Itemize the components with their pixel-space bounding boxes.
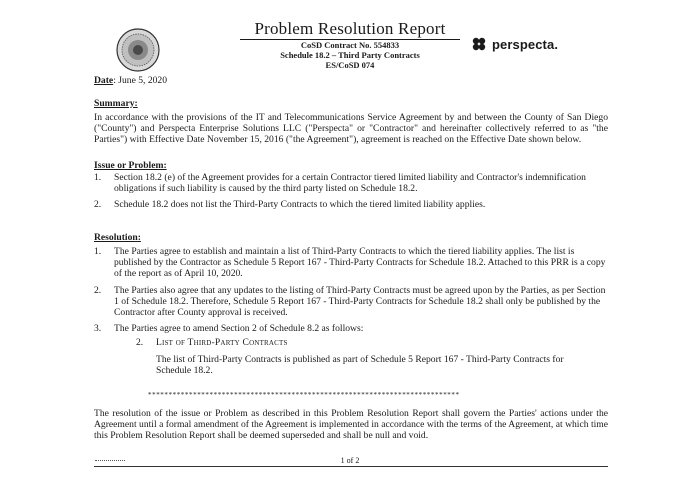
footer-divider [94, 466, 608, 467]
list-text: The Parties agree to establish and maintain a list of Third-Party Contracts to which the tiered liability applies. The list is published by the Contractor as Schedule 5 Report 167 - Third-Party Contracts for Schedule 18.2. Attached to this PRR is a copy of the report as of April 10, 2020. [114, 246, 606, 280]
list-item [94, 323, 608, 334]
resolution-list [94, 246, 608, 339]
section-number: 2. [136, 337, 144, 348]
list-number: 1. [94, 246, 102, 257]
list-text: Section 18.2 (e) of the Agreement provides for a certain Contractor tiered limited liability and Contractor's indemnification obligations if such liability is caused by the third party listed on Schedule 18.2. [114, 172, 586, 195]
issue-heading: Issue or Problem: [94, 160, 167, 171]
perspecta-mark-icon [470, 35, 488, 53]
list-item [94, 285, 608, 319]
resolution-heading: Resolution: [94, 232, 141, 243]
separator-line: **************************************************************************** [148, 391, 460, 399]
closing-paragraph: The resolution of the issue or Problem as described in this Problem Resolution Report shall govern the Parties' actions under the Agreement until a formal amendment of the Agreement is implemented in accordance with the terms of the Agreement, at which time this Problem Resolution Report shall be deemed superseded and shall be null and void. [94, 408, 608, 442]
issue-list [94, 172, 608, 216]
list-text: Schedule 18.2 does not list the Third-Party Contracts to which the tiered limited liability applies. [114, 199, 486, 211]
contract-number: CoSD Contract No. 554833 [300, 40, 400, 50]
reference-number: ES/CoSD 074 [325, 60, 375, 70]
summary-heading: Summary: [94, 98, 138, 109]
logo-text: perspecta. [492, 36, 559, 52]
list-item [94, 246, 608, 280]
list-number: 1. [94, 172, 102, 183]
list-number: 3. [94, 323, 102, 335]
page-number: 1 of 2 [340, 456, 360, 465]
list-number: 2. [94, 284, 102, 296]
date-line [94, 75, 167, 86]
schedule-title: Schedule 18.2 – Third Party Contracts [280, 50, 420, 60]
section-text: The list of Third-Party Contracts is published as part of Schedule 5 Report 167 - Third-Party Contracts for Schedule 18.2. [156, 354, 564, 377]
list-item [94, 199, 608, 210]
date-label: Date [94, 75, 114, 86]
list-text: The Parties also agree that any updates to the listing of Third-Party Contracts must be agreed upon by the Parties, as per Section 1 of Schedule 18.2. Therefore, Schedule 5 Report 167 - Third-Party Contracts for Schedule 18.2 shall only be published by the Contractor after County approval is received. [114, 284, 606, 319]
footer-mark [95, 460, 125, 461]
title-block [205, 20, 495, 70]
list-text: The Parties agree to amend Section 2 of Schedule 8.2 as follows: [114, 323, 364, 335]
list-number: 2. [94, 199, 102, 211]
section-title: List of Third-Party Contracts [156, 337, 288, 348]
amended-section [136, 337, 596, 377]
date-value: : June 5, 2020 [113, 75, 168, 86]
amended-section-heading [136, 337, 596, 348]
list-item [94, 172, 608, 194]
summary-text: In accordance with the provisions of the IT and Telecommunications Service Agreement by and between the County of San Diego ("County") and Perspecta Enterprise Solutions LLC ("Perspecta" or "Contractor" and hereinafter collectively referred to as "the Parties") with Effective Date November 15, 2016 ("the Agreement"), agreement is reached on the Effective Date shown below. [94, 112, 608, 146]
document-title: Problem Resolution Report [240, 20, 459, 40]
perspecta-logo [470, 33, 600, 55]
county-seal-logo [116, 28, 160, 72]
